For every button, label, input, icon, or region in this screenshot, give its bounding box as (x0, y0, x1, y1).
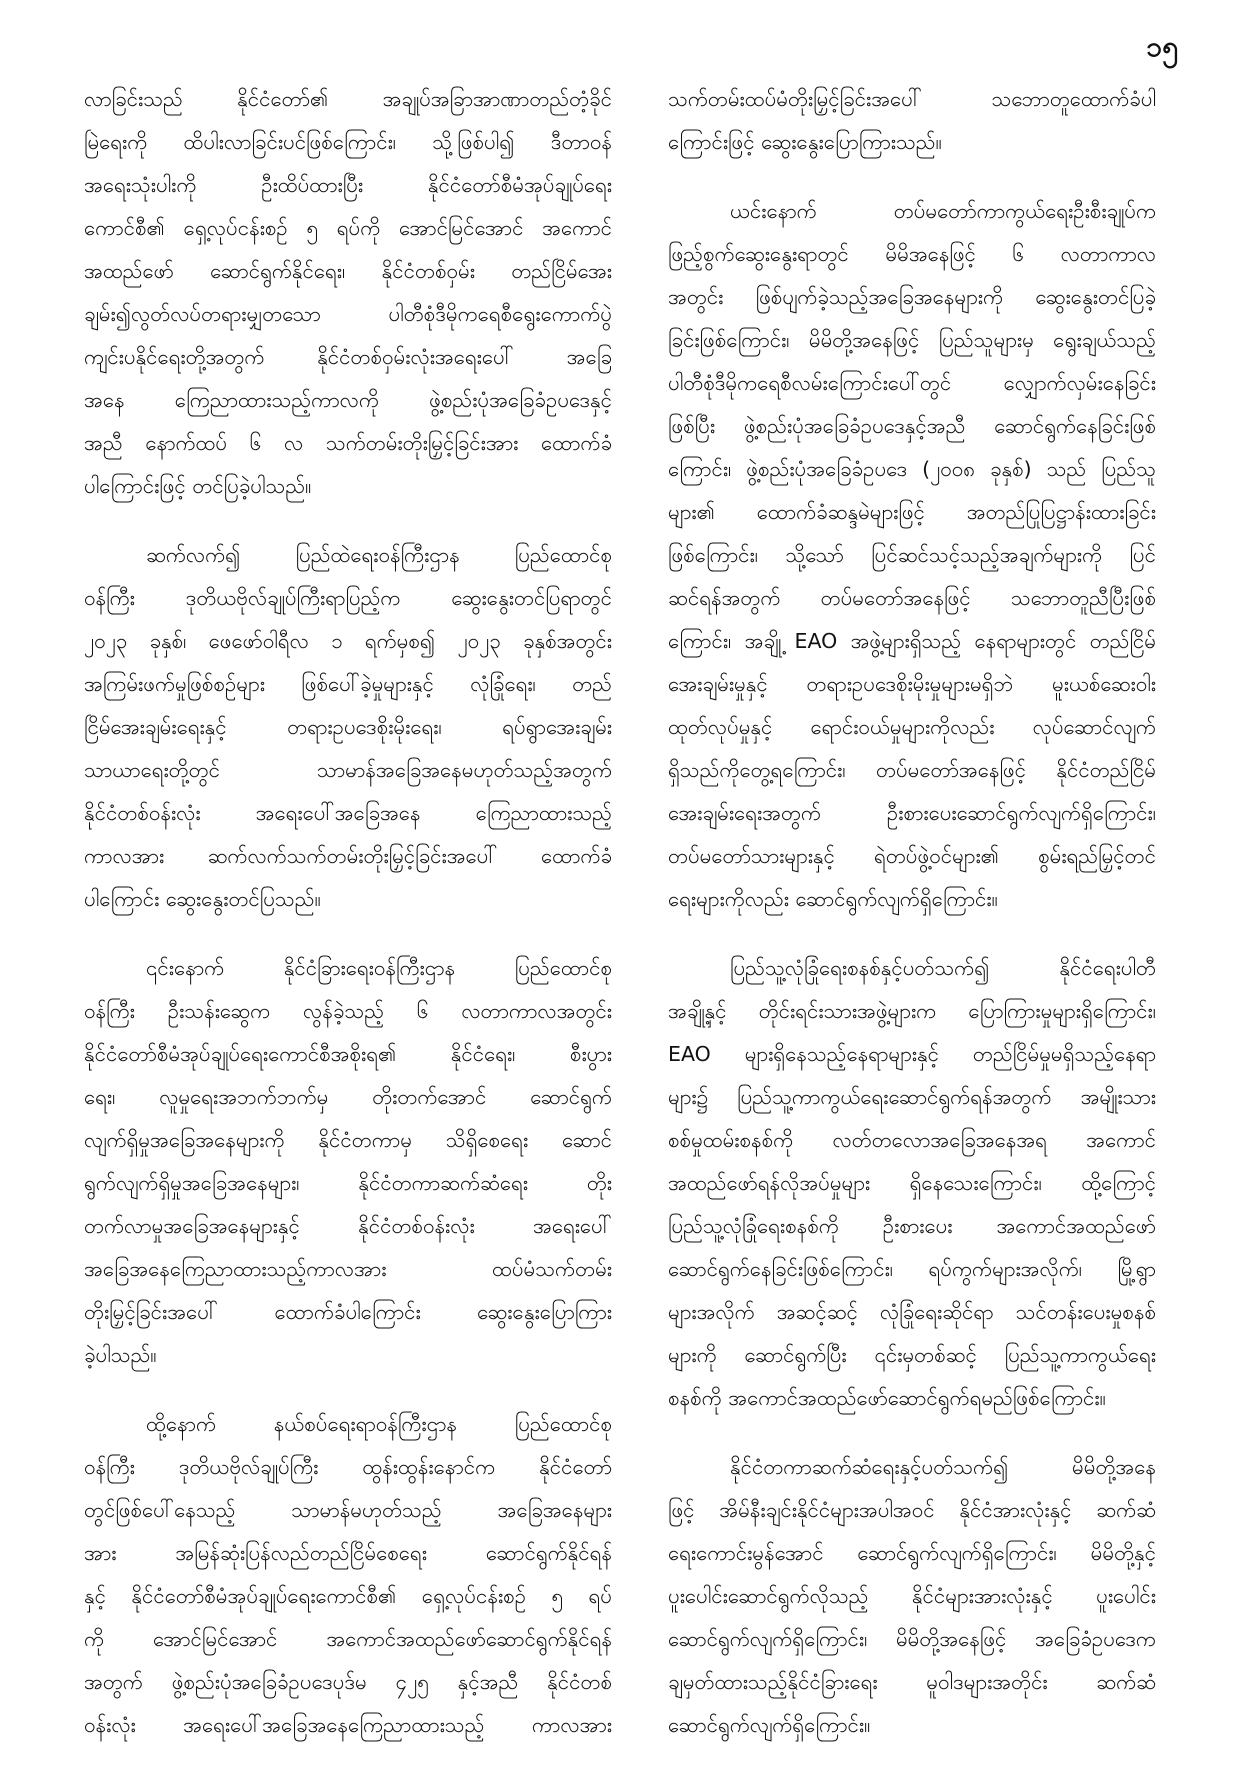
text-line: ဆောင်ရွက်နေခြင်းဖြစ်ကြောင်း၊ ရပ်ကွက်များအလိုက်၊ မြို့ရွာ (668, 1257, 1156, 1281)
text-line: အကြမ်းဖက်မှုဖြစ်စဉ်များ ဖြစ်ပေါ်ခဲ့မှုများနှင့် လုံခြုံရေး၊ တည် (84, 672, 612, 696)
text-line: လျက်ရှိမှုအခြေအနေများကို နိုင်ငံတကာမှ သိရှိစေရေး ဆောင် (84, 1128, 612, 1152)
text-line: ထုတ်လုပ်မှုနှင့် ရောင်းဝယ်မှုများကိုလည်း လုပ်ဆောင်လျက် (668, 715, 1156, 739)
text-line: ပြည်သူ့လုံခြုံရေးစနစ်ကို ဦးစားပေး အကောင်အထည်ဖော် (668, 1214, 1156, 1238)
text-line: ပါကြောင်း ဆွေးနွေးတင်ပြသည်။ (84, 887, 321, 911)
text-line: နိုင်ငံတစ်ဝန်းလုံး အရေးပေါ်အခြေအနေ ကြေညာထားသည့် (84, 801, 612, 825)
text-line: သာယာရေးတို့တွင် သာမာန်အခြေအနေမဟုတ်သည့်အတွက် (84, 758, 612, 782)
text-line: အထည်ဖော် ဆောင်ရွက်နိုင်ရေး၊ နိုင်ငံတစ်ဝှမ်း တည်ငြိမ်အေး (84, 259, 612, 283)
left-column (84, 78, 612, 1773)
text-line: ခြင်းဖြစ်ကြောင်း၊ မိမိတို့အနေဖြင့် ပြည်သူများမှ ရွေးချယ်သည့် (668, 328, 1156, 352)
text-line: ပါတီစုံဒီမိုကရေစီလမ်းကြောင်းပေါ်တွင် လျှောက်လှမ်းနေခြင်း (668, 371, 1156, 395)
text-line: ကြောင်း၊ ဖွဲ့စည်းပုံအခြေခံဥပဒေ (၂၀၀၈ ခုနှစ်) သည် ပြည်သူ (668, 457, 1156, 481)
text-line: မြဲရေးကို ထိပါးလာခြင်းပင်ဖြစ်ကြောင်း၊ သို့ဖြစ်ပါ၍ ဒီတာဝန် (84, 130, 612, 154)
text-line: စစ်မှုထမ်းစနစ်ကို လတ်တလောအခြေအနေအရ အကောင် (668, 1128, 1156, 1152)
text-line: ဝန်းလုံး အရေးပေါ်အခြေအနေကြေညာထားသည့် ကာလအား (84, 1713, 612, 1737)
paragraph (84, 78, 612, 508)
paragraph (84, 534, 612, 921)
text-line: ဖြင့် အိမ်နီးချင်းနိုင်ငံများအပါအဝင် နိုင်ငံအားလုံးနှင့် ဆက်ဆံ (668, 1498, 1156, 1522)
text-line: အချို့နှင့် တိုင်းရင်းသားအဖွဲ့များက ပြောကြားမှုများရှိကြောင်း၊ (668, 999, 1156, 1023)
text-line: အေးချမ်းရေးအတွက် ဦးစားပေးဆောင်ရွက်လျက်ရှိကြောင်း၊ (668, 801, 1156, 825)
text-line: အနေ ကြေညာထားသည့်ကာလကို ဖွဲ့စည်းပုံအခြေခံဥပဒေနှင့် (84, 388, 612, 412)
text-line: ဆက်လက်၍ ပြည်ထဲရေးဝန်ကြီးဌာန ပြည်ထောင်စု (146, 543, 612, 567)
text-line: ကို အောင်မြင်အောင် အကောင်အထည်ဖော်ဆောင်ရွက်နိုင်ရန် (84, 1627, 612, 1651)
text-line: ထို့နောက် နယ်စပ်ရေးရာဝန်ကြီးဌာန ပြည်ထောင်စု (146, 1412, 612, 1436)
text-line: နှင့် နိုင်ငံတော်စီမံအုပ်ချုပ်ရေးကောင်စီ၏ ရှေ့လုပ်ငန်းစဉ် ၅ ရပ် (84, 1584, 612, 1608)
text-line: ပူးပေါင်းဆောင်ရွက်လိုသည့် နိုင်ငံများအားလုံးနှင့် ပူးပေါင်း (668, 1584, 1156, 1608)
paragraph (668, 190, 1156, 921)
text-line: ရှိသည်ကိုတွေ့ရကြောင်း၊ တပ်မတော်အနေဖြင့် နိုင်ငံတည်ငြိမ် (668, 758, 1156, 782)
text-line: EAO များရှိနေသည့်နေရာများနှင့် တည်ငြိမ်မှုမရှိသည့်နေရာ (668, 1042, 1156, 1066)
text-line: သက်တမ်းထပ်မံတိုးမြှင့်ခြင်းအပေါ် သဘောတူထောက်ခံပါ (668, 87, 1156, 111)
text-line: များအလိုက် အဆင့်ဆင့် လုံခြုံရေးဆိုင်ရာ သင်တန်းပေးမှုစနစ် (668, 1300, 1156, 1324)
text-line: ခဲ့ပါသည်။ (84, 1343, 157, 1367)
text-line: တက်လာမှုအခြေအနေများနှင့် နိုင်ငံတစ်ဝန်းလုံး အရေးပေါ် (84, 1214, 612, 1238)
right-column (668, 78, 1156, 1773)
text-line: ရေးကောင်းမွန်အောင် ဆောင်ရွက်လျက်ရှိကြောင်း၊ မိမိတို့နှင့် (668, 1541, 1156, 1565)
paragraph (84, 1403, 612, 1747)
text-line: ကာလအား ဆက်လက်သက်တမ်းတိုးမြှင့်ခြင်းအပေါ် ထောက်ခံ (84, 844, 612, 868)
page-number: ၁၅ (1146, 30, 1178, 63)
text-line: တိုးမြှင့်ခြင်းအပေါ် ထောက်ခံပါကြောင်း ဆွေးနွေးပြောကြား (84, 1300, 612, 1324)
text-line: အတွင်း ဖြစ်ပျက်ခဲ့သည့်အခြေအနေများကို ဆွေးနွေးတင်ပြခဲ့ (668, 285, 1156, 309)
text-line: တပ်မတော်သားများနှင့် ရဲတပ်ဖွဲ့ဝင်များ၏ စွမ်းရည်မြှင့်တင် (668, 844, 1156, 868)
paragraph (84, 947, 612, 1377)
text-line: များကို ဆောင်ရွက်ပြီး ၎င်းမှတစ်ဆင့် ပြည်သူ့ကာကွယ်ရေး (668, 1343, 1156, 1367)
text-line: ကြောင်း၊ အချို့ EAO အဖွဲ့များရှိသည့် နေရာများတွင် တည်ငြိမ် (668, 629, 1156, 653)
text-line: ဝန်ကြီး ဒုတိယဗိုလ်ချုပ်ကြီးရာပြည့်က ဆွေးနွေးတင်ပြရာတွင် (84, 586, 612, 610)
text-line: ချမ်း၍လွတ်လပ်တရားမျှတသော ပါတီစုံဒီမိုကရေစီရွေးကောက်ပွဲ (84, 302, 612, 326)
text-line: နိုင်ငံတော်စီမံအုပ်ချုပ်ရေးကောင်စီအစိုးရ၏ နိုင်ငံရေး၊ စီးပွား (84, 1042, 612, 1066)
text-line: ဝန်ကြီး ဦးသန်းဆွေက လွန်ခဲ့သည့် ၆ လတာကာလအတွင်း (84, 999, 612, 1023)
text-line: ဆင်ရန်အတွက် တပ်မတော်အနေဖြင့် သဘောတူညီပြီးဖြစ် (668, 586, 1156, 610)
text-line: ပါကြောင်းဖြင့် တင်ပြခဲ့ပါသည်။ (84, 474, 312, 498)
text-line: ၂၀၂၃ ခုနှစ်၊ ဖေဖော်ဝါရီလ ၁ ရက်မှစ၍ ၂၀၂၃ ခုနှစ်အတွင်း (84, 629, 612, 653)
text-line: ကောင်စီ၏ ရှေ့လုပ်ငန်းစဉ် ၅ ရပ်ကို အောင်မြင်အောင် အကောင် (84, 216, 612, 240)
text-line: ရွက်လျက်ရှိမှုအခြေအနေများ၊ နိုင်ငံတကာဆက်ဆံရေး တိုး (84, 1171, 612, 1195)
text-line: ငြိမ်အေးချမ်းရေးနှင့် တရားဥပဒေစိုးမိုးရေး၊ ရပ်ရွာအေးချမ်း (84, 715, 612, 739)
text-line: အထည်ဖော်ရန်လိုအပ်မှုများ ရှိနေသေးကြောင်း၊ ထို့ကြောင့် (668, 1171, 1156, 1195)
text-line: ယင်းနောက် တပ်မတော်ကာကွယ်ရေးဦးစီးချုပ်က (730, 199, 1156, 223)
paragraph (668, 947, 1156, 1420)
text-line: ဆောင်ရွက်လျက်ရှိကြောင်း။ (668, 1713, 871, 1737)
text-line: ချမှတ်ထားသည့်နိုင်ငံခြားရေး မူဝါဒများအတိုင်း ဆက်ဆံ (668, 1670, 1156, 1694)
text-line: ကျင်းပနိုင်ရေးတို့အတွက် နိုင်ငံတစ်ဝှမ်းလုံးအရေးပေါ် အခြေ (84, 345, 612, 369)
text-line: တွင်ဖြစ်ပေါ်နေသည့် သာမာန်မဟုတ်သည့် အခြေအနေများ (84, 1498, 612, 1522)
text-line: အခြေအနေကြေညာထားသည့်ကာလအား ထပ်မံသက်တမ်း (84, 1257, 612, 1281)
text-line: ဖြစ်ပြီး ဖွဲ့စည်းပုံအခြေခံဥပဒေနှင့်အညီ ဆောင်ရွက်နေခြင်းဖြစ် (668, 414, 1156, 438)
text-line: စနစ်ကို အကောင်အထည်ဖော်ဆောင်ရွက်ရမည်ဖြစ်ကြောင်း။ (668, 1386, 1106, 1410)
text-line: ကြောင်းဖြင့် ဆွေးနွေးပြောကြားသည်။ (668, 130, 942, 154)
text-line: နိုင်ငံတကာဆက်ဆံရေးနှင့်ပတ်သက်၍ မိမိတို့အနေ (730, 1455, 1156, 1479)
text-line: အေးချမ်းမှုနှင့် တရားဥပဒေစိုးမိုးမှုများမရှိဘဲ မူးယစ်ဆေးဝါး (668, 672, 1156, 696)
text-line: ပြည်သူ့လုံခြုံရေးစနစ်နှင့်ပတ်သက်၍ နိုင်ငံရေးပါတီ (730, 956, 1156, 980)
text-line: ဖြစ်ကြောင်း၊ သို့သော် ပြင်ဆင်သင့်သည့်အချက်များကို ပြင် (668, 543, 1156, 567)
text-line: ဆောင်ရွက်လျက်ရှိကြောင်း၊ မိမိတို့အနေဖြင့် အခြေခံဥပဒေက (668, 1627, 1156, 1651)
text-line: ဝန်ကြီး ဒုတိယဗိုလ်ချုပ်ကြီး ထွန်းထွန်းနောင်က နိုင်ငံတော် (84, 1455, 612, 1479)
text-line: များ၏ ထောက်ခံဆန္ဒမဲများဖြင့် အတည်ပြုပြဋ္ဌာန်းထားခြင်း (668, 500, 1156, 524)
text-line: လာခြင်းသည် နိုင်ငံတော်၏ အချုပ်အခြာအာဏာတည်တံ့ခိုင် (84, 87, 612, 111)
text-line: ဖြည့်စွက်ဆွေးနွေးရာတွင် မိမိအနေဖြင့် ၆ လတာကာလ (668, 242, 1156, 266)
text-line: အတွက် ဖွဲ့စည်းပုံအခြေခံဥပဒေပုဒ်မ ၄၂၅ နှင့်အညီ နိုင်ငံတစ် (84, 1670, 612, 1694)
text-line: ၎င်းနောက် နိုင်ငံခြားရေးဝန်ကြီးဌာန ပြည်ထောင်စု (146, 956, 612, 980)
text-line: အညီ နောက်ထပ် ၆ လ သက်တမ်းတိုးမြှင့်ခြင်းအား ထောက်ခံ (84, 431, 612, 455)
text-line: များ၌ ပြည်သူ့ကာကွယ်ရေးဆောင်ရွက်ရန်အတွက် အမျိုးသား (668, 1085, 1156, 1109)
paragraph (668, 78, 1156, 164)
text-line: အရေးသုံးပါးကို ဦးထိပ်ထားပြီး နိုင်ငံတော်စီမံအုပ်ချုပ်ရေး (84, 173, 612, 197)
text-line: ရေးများကိုလည်း ဆောင်ရွက်လျက်ရှိကြောင်း။ (668, 887, 998, 911)
text-line: ရေး၊ လူမှုရေးအဘက်ဘက်မှ တိုးတက်အောင် ဆောင်ရွက် (84, 1085, 612, 1109)
text-line: အား အမြန်ဆုံးပြန်လည်တည်ငြိမ်စေရေး ဆောင်ရွက်နိုင်ရန် (84, 1541, 612, 1565)
paragraph (668, 1446, 1156, 1747)
